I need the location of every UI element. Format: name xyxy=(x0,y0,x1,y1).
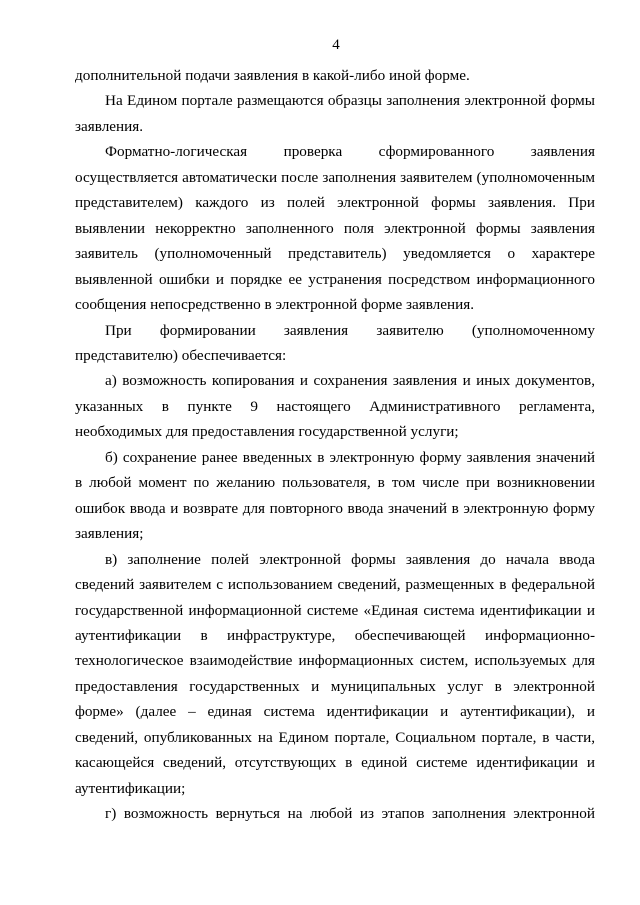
paragraph-sample-forms: На Едином портале размещаются образцы заполнения электронной формы заявления. xyxy=(75,92,595,135)
page-number: 4 xyxy=(332,37,340,53)
list-item-v: в) заполнение полей электронной формы заявления до начала ввода сведений заявителем с использованием сведений, размещенных в федеральной государственной информационной системе «Единая система идентификации и аутентификации в инфраструктуре, обеспечивающей информационно-технологическое взаимодействие информационных систем, используемых для предоставления государственных и муниципальных услуг в электронной форме» (далее – единая система идентификации и аутентификации), и сведений, опубликованных на Едином портале, Социальном портале, в части, касающейся сведений, отсутствующих в единой системе идентификации и аутентификации; xyxy=(75,550,595,797)
list-item-a: а) возможность копирования и сохранения заявления и иных документов, указанных в пункте 9 настоящего Административного регламента, необходимых для предоставления государственной услуги; xyxy=(75,372,595,441)
paragraph-format-check: Форматно-логическая проверка сформированного заявления осуществляется автоматически после заполнения заявителем (уполномоченным представителем) каждого из полей электронной формы заявления. При выявлении некорректно заполненного поля электронной формы заявления заявитель (уполномоченный представитель) уведомляется о характере выявленной ошибки и порядке ее устранения посредством информационного сообщения непосредственно в электронной форме заявления. xyxy=(75,143,595,314)
list-item-g: г) возможность вернуться на любой из этапов заполнения электронной xyxy=(105,805,595,823)
paragraph-application-forming: При формировании заявления заявителю (уполномоченному представителю) обеспечивается: xyxy=(75,321,595,364)
paragraph-continuation: дополнительной подачи заявления в какой-либо иной форме. xyxy=(75,67,470,84)
document-body xyxy=(75,63,595,827)
list-item-b: б) сохранение ранее введенных в электронную форму заявления значений в любой момент по желанию пользователя, в том числе при возникновении ошибок ввода и возврате для повторного ввода значений в электронную форму заявления; xyxy=(75,448,595,543)
